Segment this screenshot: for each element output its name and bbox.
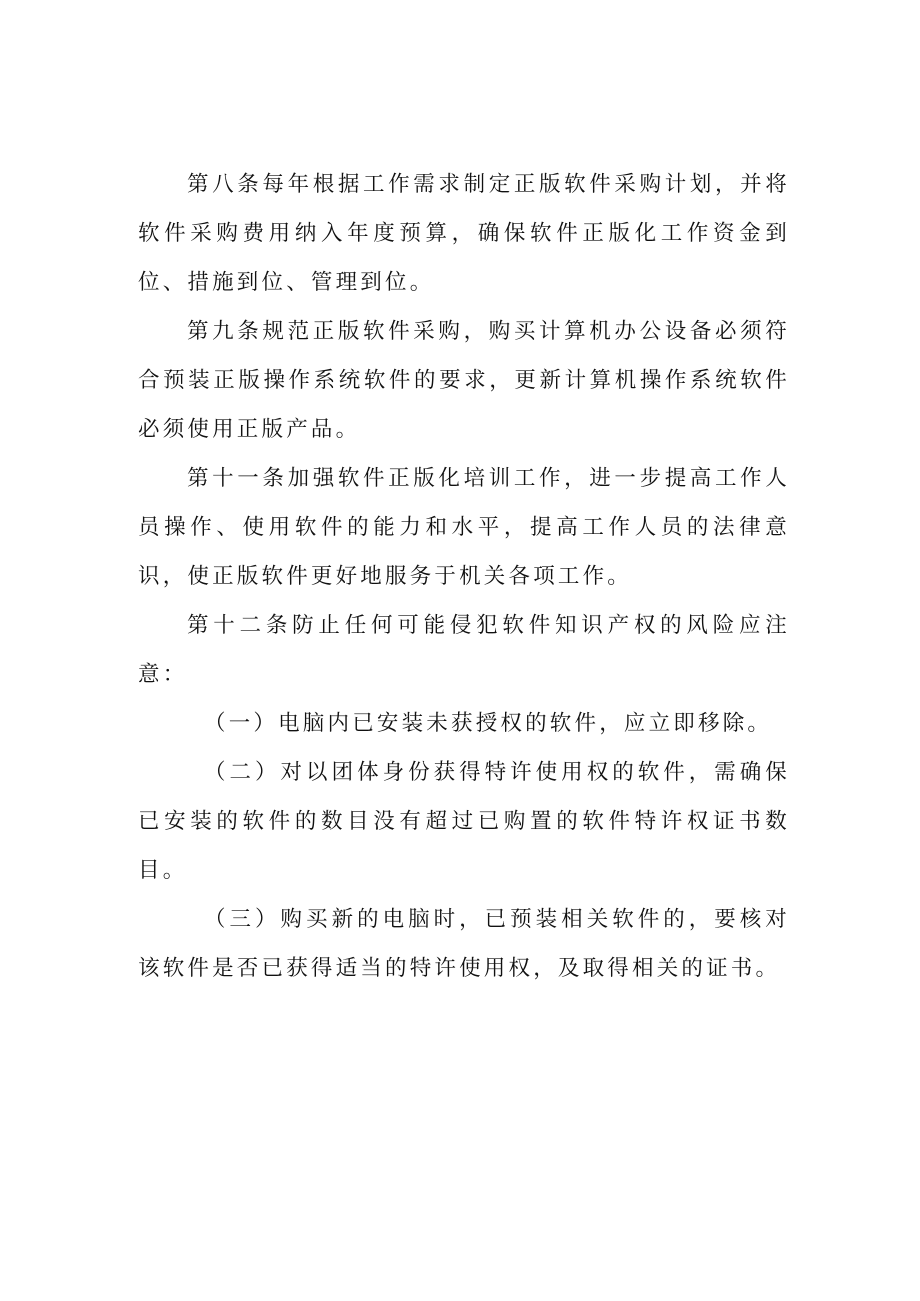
article-9-paragraph: 第九条规范正版软件采购，购买计算机办公设备必须符合预装正版操作系统软件的要求，更新计算机操作系统软件必须使用正版产品。: [138, 319, 790, 442]
article-12-item-2: （二）对以团体身份获得特许使用权的软件，需确保已安装的软件的数目没有超过已购置的软件特许权证书数目。: [138, 760, 790, 883]
article-8-paragraph: 第八条每年根据工作需求制定正版软件采购计划，并将软件采购费用纳入年度预算，确保软件正版化工作资金到位、措施到位、管理到位。: [138, 172, 790, 295]
article-12-paragraph: 第十二条防止任何可能侵犯软件知识产权的风险应注意：: [138, 613, 790, 687]
article-12-item-3: （三）购买新的电脑时，已预装相关软件的，要核对该软件是否已获得适当的特许使用权，及取得相关的证书。: [138, 907, 790, 981]
article-12-item-1: （一）电脑内已安装未获授权的软件，应立即移除。: [204, 711, 773, 736]
article-11-paragraph: 第十一条加强软件正版化培训工作，进一步提高工作人员操作、使用软件的能力和水平，提高工作人员的法律意识，使正版软件更好地服务于机关各项工作。: [138, 466, 790, 589]
document-body: [138, 160, 790, 993]
